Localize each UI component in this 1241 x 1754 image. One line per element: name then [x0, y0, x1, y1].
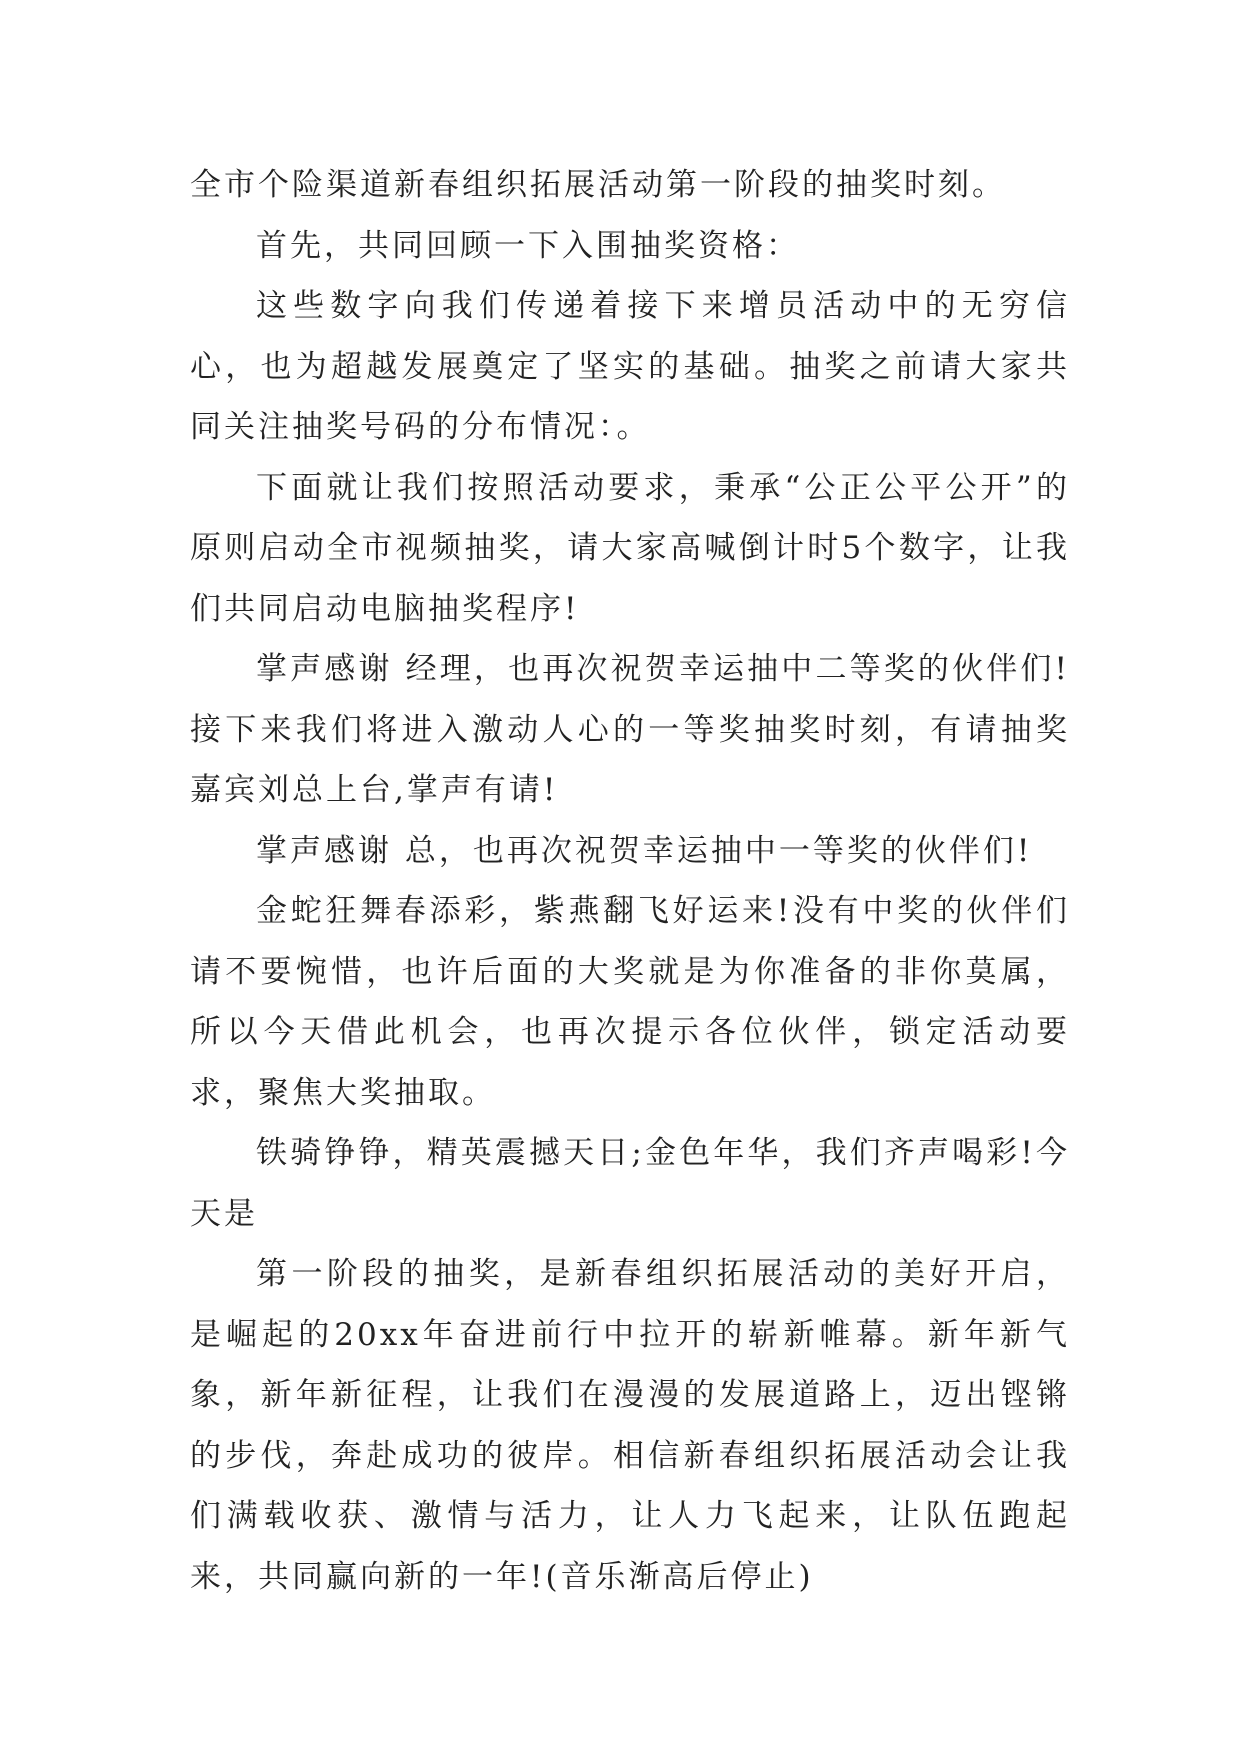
document-body — [190, 155, 1070, 1607]
paragraph: 金蛇狂舞春添彩，紫燕翻飞好运来!没有中奖的伙伴们请不要惋惜，也许后面的大奖就是为你准备的非你莫属，所以今天借此机会，也再次提示各位伙伴，锁定活动要求，聚焦大奖抽取。 — [190, 893, 1070, 1111]
paragraph: 掌声感谢 总，也再次祝贺幸运抽中一等奖的伙伴们! — [256, 832, 1033, 869]
paragraph: 下面就让我们按照活动要求，秉承“公正公平公开”的原则启动全市视频抽奖，请大家高喊倒计时5个数字，让我们共同启动电脑抽奖程序! — [190, 469, 1070, 627]
paragraph: 铁骑铮铮，精英震撼天日;金色年华，我们齐声喝彩!今天是 — [190, 1135, 1070, 1232]
paragraph: 全市个险渠道新春组织拓展活动第一阶段的抽奖时刻。 — [190, 167, 1006, 203]
paragraph: 这些数字向我们传递着接下来增员活动中的无穷信心，也为超越发展奠定了坚实的基础。抽奖之前请大家共同关注抽奖号码的分布情况：。 — [190, 288, 1070, 445]
paragraph: 掌声感谢 经理，也再次祝贺幸运抽中二等奖的伙伴们!接下来我们将进入激动人心的一等奖抽奖时刻，有请抽奖嘉宾刘总上台,掌声有请! — [190, 651, 1070, 808]
paragraph: 第一阶段的抽奖，是新春组织拓展活动的美好开启，是崛起的20xx年奋进前行中拉开的崭新帷幕。新年新气象，新年新征程，让我们在漫漫的发展道路上，迈出铿锵的步伐，奔赴成功的彼岸。相信新春组织拓展活动会让我们满载收获、激情与活力，让人力飞起来，让队伍跑起来，共同赢向新的一年!(音乐渐高后停止) — [190, 1256, 1070, 1595]
paragraph: 首先，共同回顾一下入围抽奖资格： — [256, 227, 800, 264]
